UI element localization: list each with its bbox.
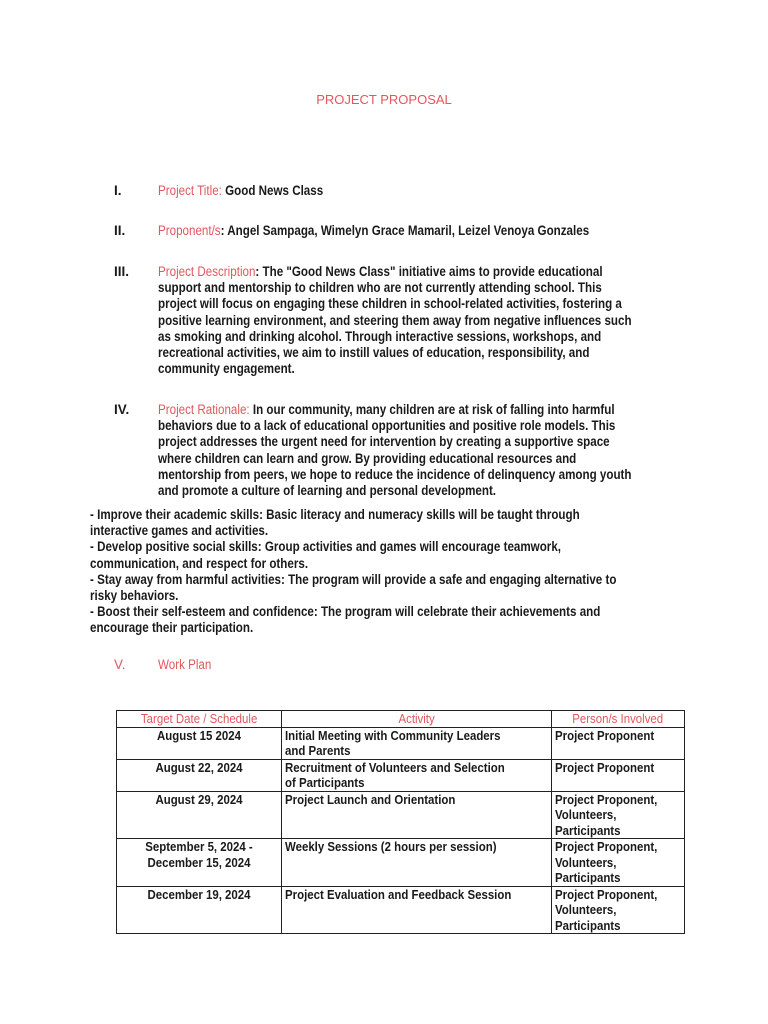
cell-line: September 5, 2024 - (145, 839, 253, 854)
cell-line: and Parents (285, 743, 351, 758)
section-text: : Angel Sampaga, Wimelyn Grace Mamaril, Leizel Venoya Gonzales (220, 223, 590, 238)
text-line: : The "Good News Class" initiative aims to provide educational (255, 264, 603, 279)
cell-line: August 29, 2024 (155, 791, 243, 807)
text-line: project will focus on engaging these children in school-related activities, fostering a (158, 296, 622, 312)
cell-line: Project Proponent, (555, 791, 658, 807)
cell-line: of Participants (285, 775, 365, 790)
section-body (158, 223, 589, 238)
cell-line: Initial Meeting with Community Leaders (285, 727, 501, 743)
section-label: Proponent/s (158, 223, 221, 238)
section-label: Project Title: (158, 183, 222, 198)
cell-line: December 15, 2024 (147, 854, 251, 870)
table-header-row (117, 711, 685, 728)
cell-activity (282, 791, 552, 839)
cell-line: August 22, 2024 (155, 759, 243, 775)
cell-line: Participants (555, 917, 621, 933)
document-title: PROJECT PROPOSAL (316, 92, 452, 107)
cell-line: Project Evaluation and Feedback Session (285, 886, 512, 902)
text-line: behaviors due to a lack of educational opportunities and positive role models. This (158, 418, 616, 434)
goals-list (90, 507, 616, 637)
goal-line: interactive games and activities. (90, 523, 269, 539)
table-row (117, 839, 685, 887)
text-line: support and mentorship to children who are not currently attending school. This (158, 280, 602, 296)
cell-persons (552, 791, 685, 839)
goal-line: communication, and respect for others. (90, 555, 309, 571)
table-row (117, 886, 685, 934)
cell-line: Weekly Sessions (2 hours per session) (285, 839, 497, 854)
section-body (158, 264, 632, 377)
cell-date (117, 759, 282, 791)
cell-date (117, 839, 282, 887)
cell-line: Participants (555, 822, 621, 838)
cell-activity (282, 727, 552, 759)
cell-line: Participants (555, 870, 621, 885)
section-number: II. (114, 223, 126, 238)
cell-date (117, 886, 282, 934)
goal-line: - Develop positive social skills: Group activities and games will encourage teamwork, (90, 539, 562, 555)
cell-line: Project Proponent (555, 727, 655, 743)
table-row (117, 759, 685, 791)
text-line: and promote a culture of learning and personal development. (158, 482, 497, 498)
cell-line: August 15 2024 (157, 727, 241, 743)
goal-line: - Improve their academic skills: Basic literacy and numeracy skills will be taught through (90, 507, 580, 522)
cell-date (117, 791, 282, 839)
section-body (158, 183, 323, 198)
cell-line: December 19, 2024 (147, 886, 251, 902)
section-label: Project Description (158, 264, 256, 279)
text-line: project addresses the urgent need for intervention by creating a supportive space (158, 434, 610, 450)
text-line: as smoking and drinking alcohol. Through interactive sessions, workshops, and (158, 328, 602, 344)
text-line: community engagement. (158, 361, 295, 377)
section-body (158, 402, 632, 499)
section-label: Project Rationale: (158, 402, 250, 417)
cell-line: Project Proponent, (555, 886, 658, 902)
section-number: IV. (114, 402, 130, 417)
cell-line: Project Proponent, (555, 839, 658, 854)
cell-line: Volunteers, (555, 854, 617, 870)
cell-line: Project Proponent (555, 759, 655, 775)
cell-line: Volunteers, (555, 902, 617, 917)
cell-line: Project Launch and Orientation (285, 791, 456, 807)
section-number: V. (114, 657, 126, 672)
table-row (117, 791, 685, 839)
cell-line: Recruitment of Volunteers and Selection (285, 759, 505, 775)
cell-line: Volunteers, (555, 807, 617, 822)
cell-persons (552, 759, 685, 791)
cell-persons (552, 886, 685, 934)
cell-activity (282, 886, 552, 934)
cell-persons (552, 839, 685, 887)
goal-line: - Stay away from harmful activities: The program will provide a safe and engaging alternative to (90, 571, 617, 587)
goal-line: risky behaviors. (90, 587, 179, 603)
text-line: where children can learn and grow. By providing educational resources and (158, 450, 577, 466)
section-text: Good News Class (221, 183, 324, 198)
cell-persons (552, 727, 685, 759)
cell-activity (282, 839, 552, 887)
work-plan-table (116, 710, 685, 934)
header-date: Target Date / Schedule (117, 711, 282, 728)
section-number: III. (114, 264, 130, 279)
header-persons: Person/s Involved (552, 711, 685, 728)
section-number: I. (114, 183, 122, 198)
table-row (117, 727, 685, 759)
section-label: Work Plan (158, 657, 212, 672)
text-line: recreational activities, we aim to instill values of education, responsibility, and (158, 344, 590, 360)
goal-line: - Boost their self-esteem and confidence: The program will celebrate their achievements and (90, 604, 601, 620)
cell-activity (282, 759, 552, 791)
header-activity: Activity (282, 711, 552, 728)
goal-line: encourage their participation. (90, 620, 254, 636)
text-line: positive learning environment, and steering them away from negative influences such (158, 312, 632, 328)
text-line: In our community, many children are at risk of falling into harmful (249, 402, 615, 417)
text-line: mentorship from peers, we hope to reduce the incidence of delinquency among youth (158, 466, 632, 482)
cell-date (117, 727, 282, 759)
